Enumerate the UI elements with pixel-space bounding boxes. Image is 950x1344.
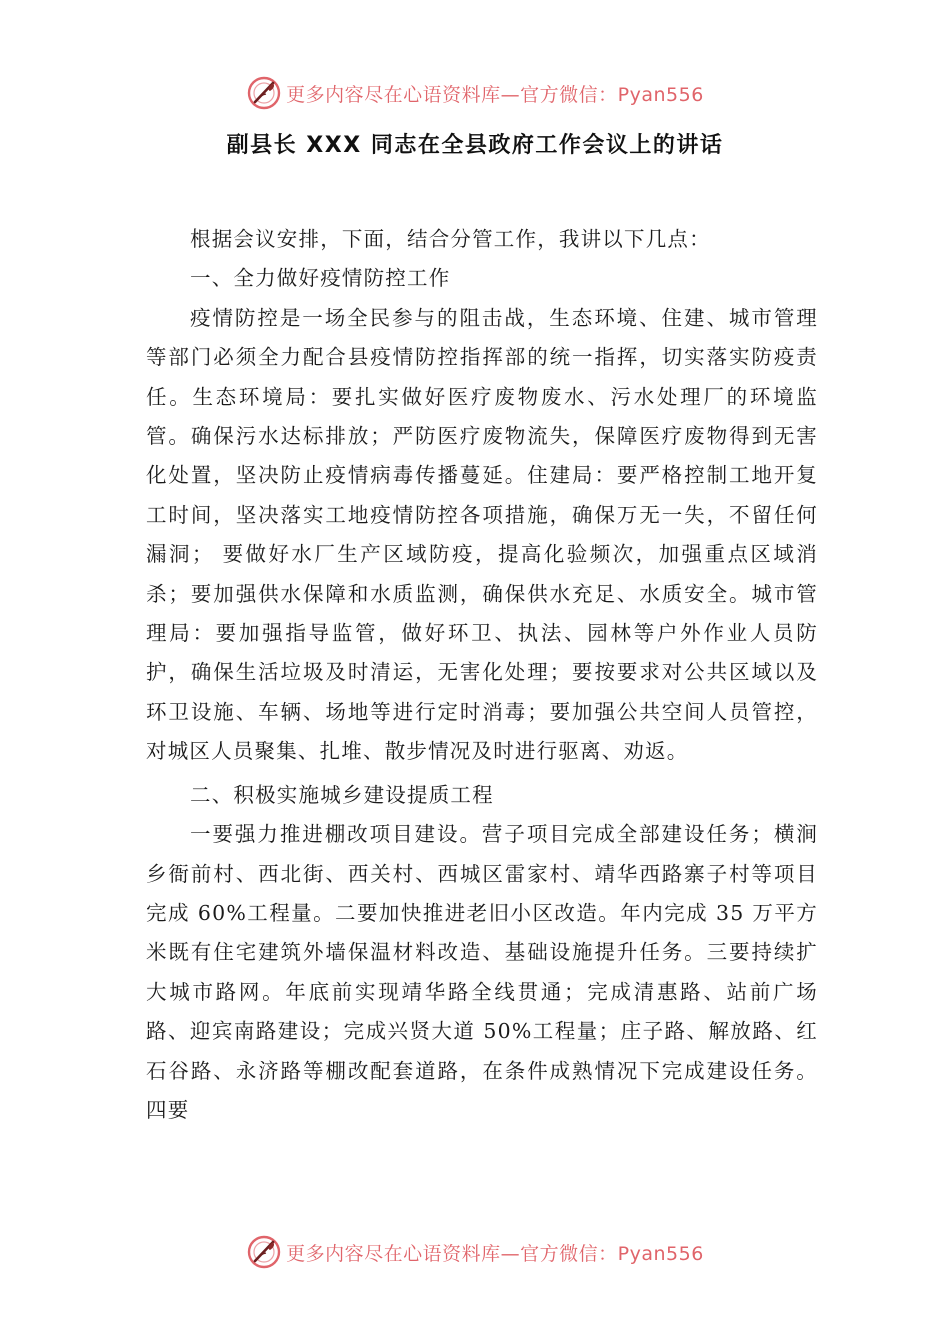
quill-circle-logo-icon — [246, 1234, 282, 1270]
watermark-footer — [0, 1232, 950, 1272]
document-body — [146, 220, 818, 1130]
quill-circle-logo-icon — [246, 75, 282, 111]
watermark-text: 更多内容尽在心语资料库—官方微信：Pyan556 — [286, 83, 704, 106]
document-title: 副县长 XXX 同志在全县政府工作会议上的讲话 — [226, 133, 724, 158]
section-heading-2: 二、积极实施城乡建设提质工程 — [190, 782, 494, 807]
watermark-text: 更多内容尽在心语资料库—官方微信：Pyan556 — [286, 1242, 704, 1265]
watermark-header — [0, 73, 950, 113]
section-heading-1: 一、全力做好疫情防控工作 — [190, 266, 451, 291]
paragraph-epidemic: 疫情防控是一场全民参与的阻击战，生态环境、住建、城市管理等部门必须全力配合县疫情防控指挥部的统一指挥，切实落实防疫责任。生态环境局：要扎实做好医疗废物废水、污水处理厂的环境监管。确保污水达标排放；严防医疗废物流失，保障医疗废物得到无害化处置，坚决防止疫情病毒传播蔓延。住建局：要严格控制工地开复工时间，坚决落实工地疫情防控各项措施，确保万无一失，不留任何漏洞； 要做好水厂生产区域防疫，提高化验频次，加强重点区域消杀；要加强供水保障和水质监测，确保供水充足、水质安全。城市管理局：要加强指导监管，做好环卫、执法、园林等户外作业人员防护，确保生活垃圾及时清运，无害化处理；要按要求对公共区域以及环卫设施、车辆、场地等进行定时消毒；要加强公共空间人员管控，对城区人员聚集、扎堆、散步情况及时进行驱离、劝返。 — [146, 305, 818, 764]
paragraph-construction: 一要强力推进棚改项目建设。营子项目完成全部建设任务；横涧乡衙前村、西北街、西关村、西城区雷家村、靖华西路寨子村等项目完成 60%工程量。二要加快推进老旧小区改造。年内完成 35 万平方米既有住宅建筑外墙保温材料改造、基础设施提升任务。三要持续扩大城市路网。年底前实现靖华路全线贯通；完成清惠路、站前广场路、迎宾南路建设；完成兴贤大道 50%工程量；庄子路、解放路、红石谷路、永济路等棚改配套道路，在条件成熟情况下完成建设任务。四要 — [146, 822, 818, 1122]
paragraph-intro: 根据会议安排，下面，结合分管工作，我讲以下几点： — [190, 227, 711, 251]
